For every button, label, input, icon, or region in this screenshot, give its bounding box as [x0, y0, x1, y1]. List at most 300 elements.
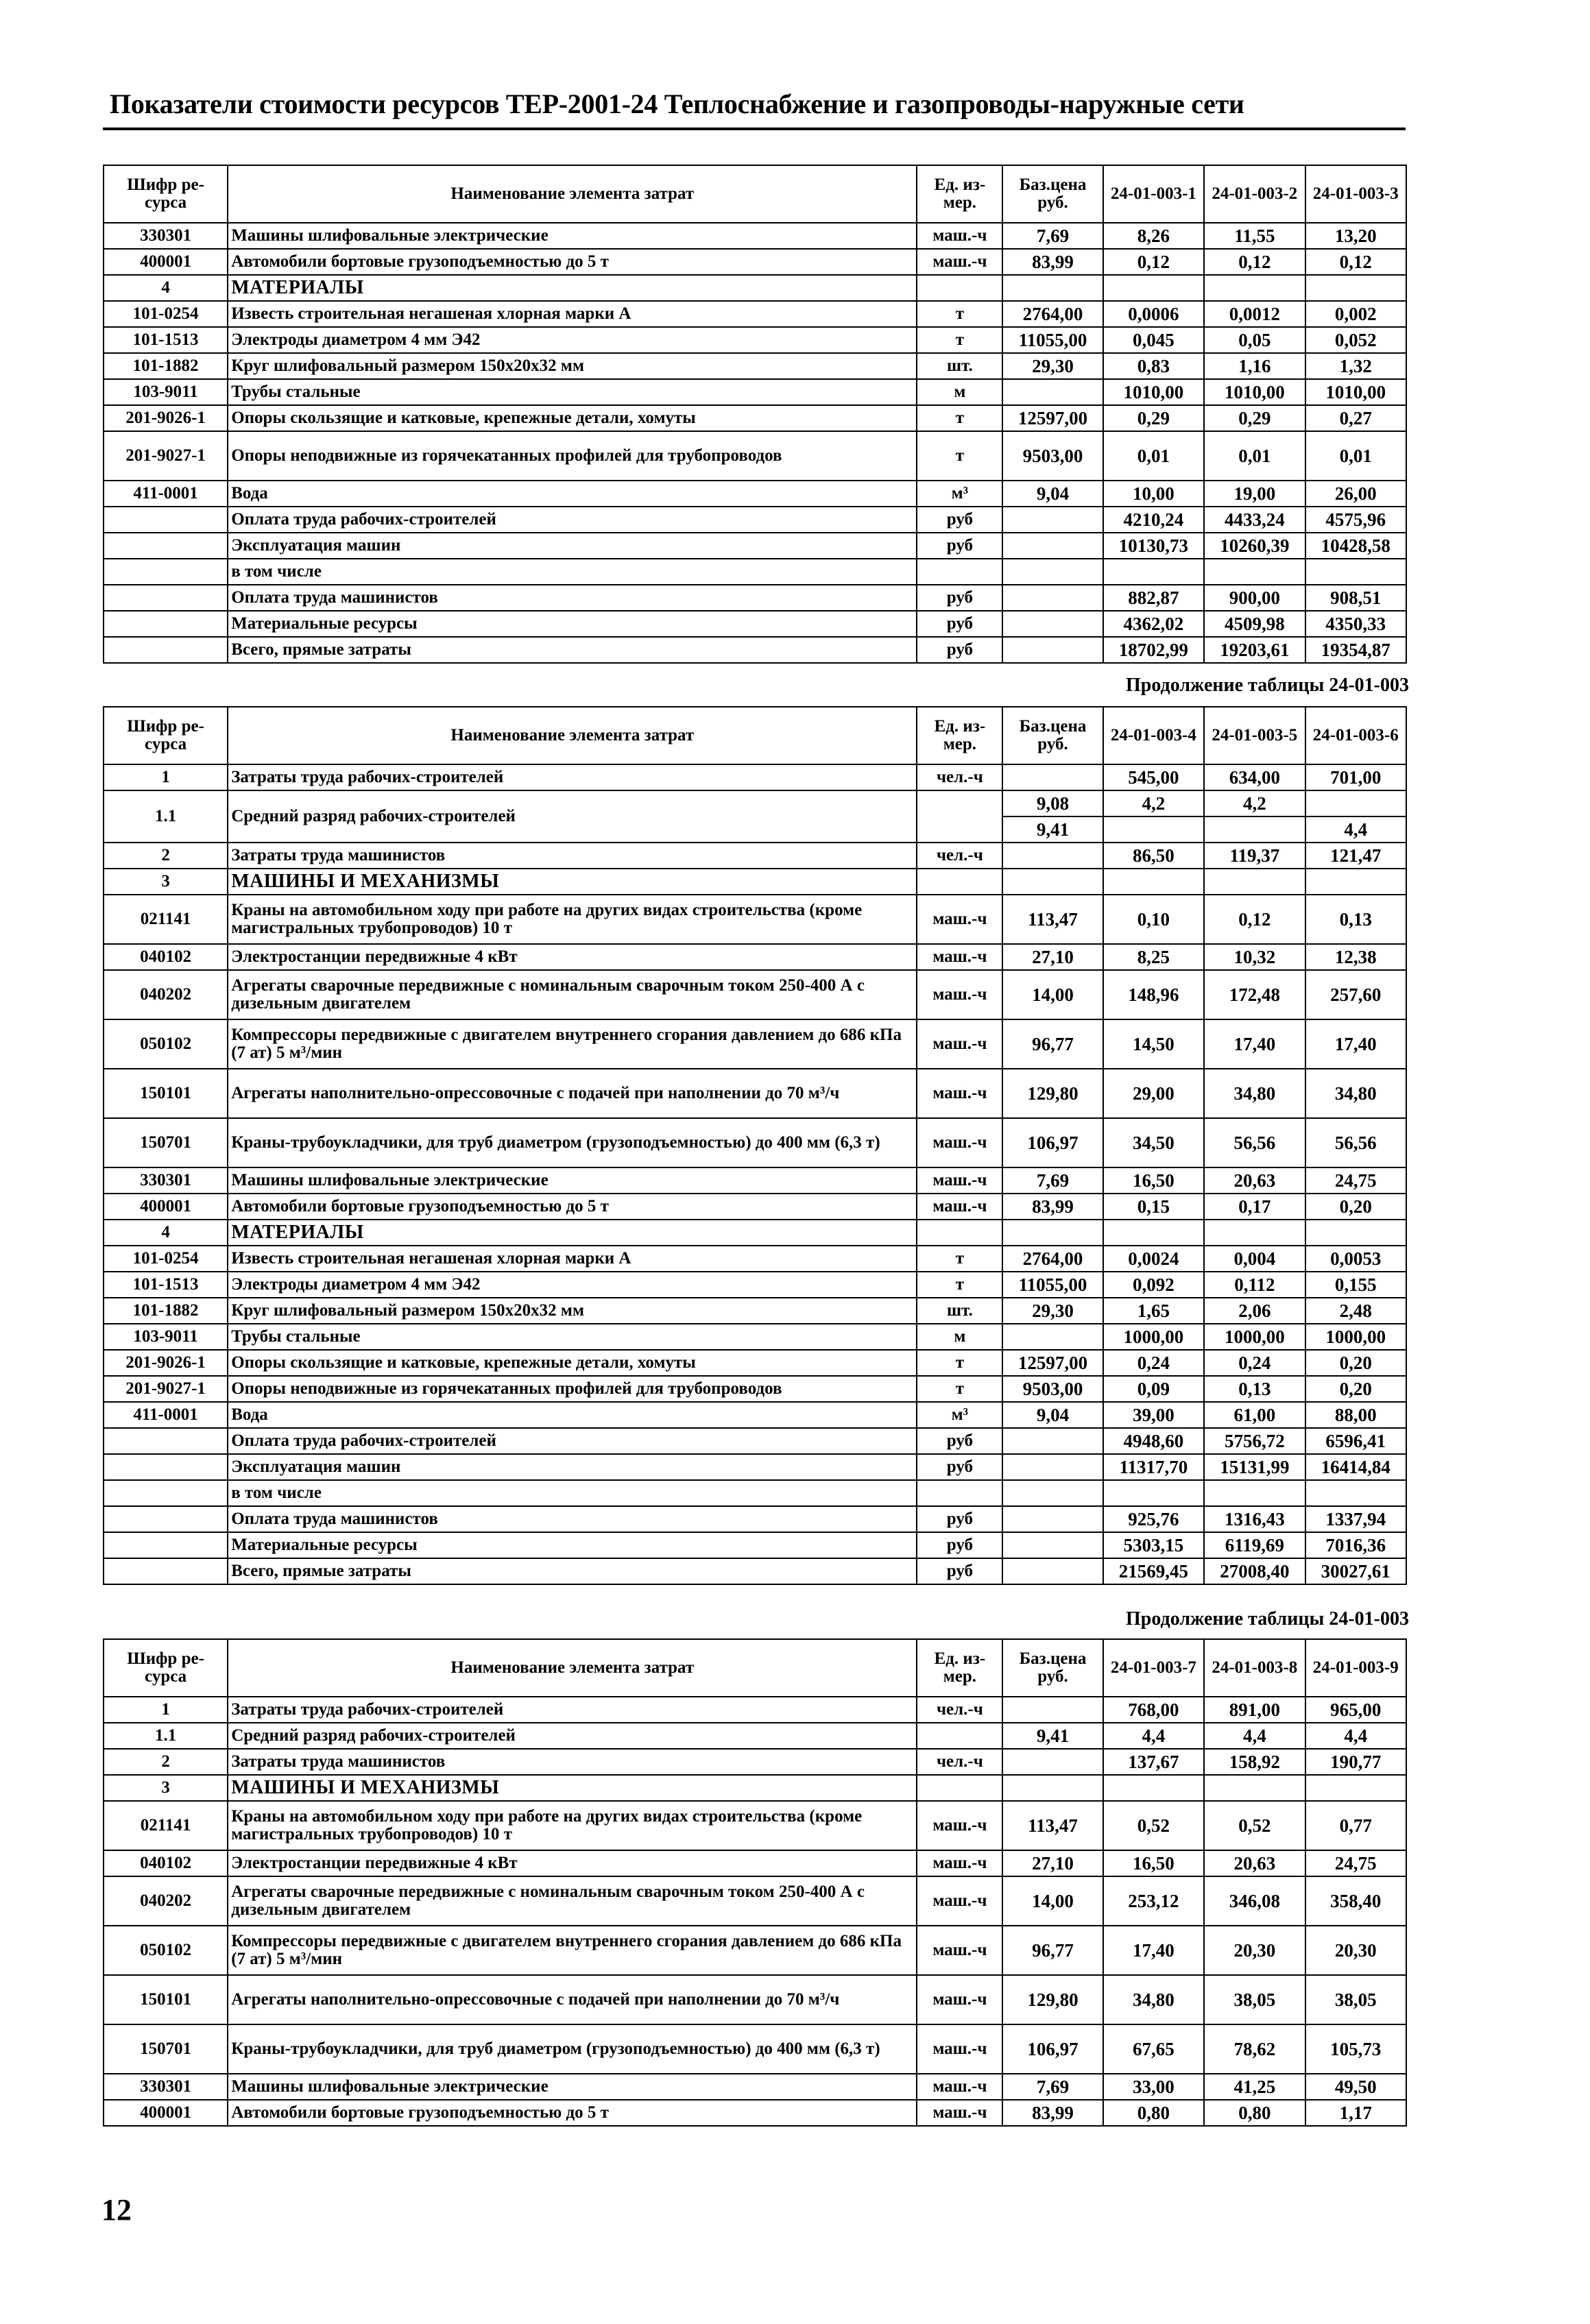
base-price: 9,41: [1002, 1723, 1103, 1749]
rate-value: 34,80: [1103, 1975, 1204, 2024]
base-price: [1002, 1558, 1103, 1584]
unit: маш.-ч: [917, 1118, 1002, 1167]
table-row: [104, 1697, 1406, 1723]
rate-value: 0,27: [1305, 405, 1406, 431]
resource-name: Трубы стальные: [228, 1324, 917, 1350]
resource-name: Агрегаты наполнительно-опрессовочные с подачей при наполнении до 70 м³/ч: [228, 1069, 917, 1118]
rate-value: 0,17: [1204, 1194, 1305, 1220]
table-row: [104, 1298, 1406, 1324]
resource-name: Вода: [228, 1402, 917, 1428]
base-price: 2764,00: [1002, 301, 1103, 327]
resource-code: 4: [104, 275, 228, 301]
rate-value: 4948,60: [1103, 1428, 1204, 1454]
rate-value: 18702,99: [1103, 637, 1204, 663]
title-rule: [103, 128, 1406, 130]
table-row: [104, 249, 1406, 275]
rate-value: 88,00: [1305, 1402, 1406, 1428]
resource-name: Машины шлифовальные электрические: [228, 1167, 917, 1194]
table-row: [104, 764, 1406, 790]
table-row: [104, 1558, 1406, 1584]
rate-value: 0,12: [1204, 895, 1305, 944]
unit: маш.-ч: [917, 2100, 1002, 2126]
base-price: 29,30: [1002, 1298, 1103, 1324]
table-row: [104, 1428, 1406, 1454]
rate-value: [1103, 1220, 1204, 1246]
resource-name: Электроды диаметром 4 мм Э42: [228, 327, 917, 353]
rate-value: 4350,33: [1305, 611, 1406, 637]
rate-value: 121,47: [1305, 843, 1406, 869]
header-rate-column: 24-01-003-4: [1103, 707, 1204, 764]
rate-value: 0,83: [1103, 353, 1204, 379]
resource-code: 201-9026-1: [104, 1350, 228, 1376]
base-price: 106,97: [1002, 1118, 1103, 1167]
table-row: [104, 1194, 1406, 1220]
rate-value: 17,40: [1204, 1019, 1305, 1069]
rate-value: 10,00: [1103, 481, 1204, 507]
rate-value: 11317,70: [1103, 1454, 1204, 1480]
rate-value: 701,00: [1305, 764, 1406, 790]
table-row: [104, 1118, 1406, 1167]
resource-name: Затраты труда рабочих-строителей: [228, 1697, 917, 1723]
rate-value: 768,00: [1103, 1697, 1204, 1723]
rate-value: 1010,00: [1305, 379, 1406, 405]
rate-value: 0,80: [1103, 2100, 1204, 2126]
table-row: [104, 1926, 1406, 1975]
resource-name: Материальные ресурсы: [228, 611, 917, 637]
rate-value: 34,80: [1204, 1069, 1305, 1118]
rate-value: [1204, 1775, 1305, 1801]
unit: [917, 1480, 1002, 1506]
base-price: 2764,00: [1002, 1246, 1103, 1272]
rate-value: [1305, 275, 1406, 301]
resource-name: Агрегаты сварочные передвижные с номинальным сварочным током 250-400 А с дизельным двигателем: [228, 970, 917, 1019]
base-price: [1002, 275, 1103, 301]
header-name: Наименование элемента затрат: [228, 165, 917, 223]
unit: [917, 559, 1002, 585]
header-rate-column: 24-01-003-9: [1305, 1639, 1406, 1697]
unit: [917, 1723, 1002, 1749]
rate-value: 0,0012: [1204, 301, 1305, 327]
unit: маш.-ч: [917, 223, 1002, 249]
table-row: [104, 790, 1406, 816]
resource-name: Эксплуатация машин: [228, 1454, 917, 1480]
base-price: 83,99: [1002, 2100, 1103, 2126]
rate-value: 24,75: [1305, 1850, 1406, 1876]
rate-value: 0,12: [1103, 249, 1204, 275]
base-price: 27,10: [1002, 944, 1103, 970]
resource-code: 201-9027-1: [104, 1376, 228, 1402]
resource-name: Автомобили бортовые грузоподъемностью до 5 т: [228, 2100, 917, 2126]
rate-value: 20,30: [1204, 1926, 1305, 1975]
rate-value: 39,00: [1103, 1402, 1204, 1428]
base-price: 129,80: [1002, 1069, 1103, 1118]
base-price: 9503,00: [1002, 431, 1103, 481]
resource-name: Компрессоры передвижные с двигателем внутреннего сгорания давлением до 686 кПа (7 ат) 5 м³/мин: [228, 1926, 917, 1975]
base-price: 96,77: [1002, 1019, 1103, 1069]
base-price: [1002, 585, 1103, 611]
base-price: 7,69: [1002, 1167, 1103, 1194]
rate-value: 56,56: [1204, 1118, 1305, 1167]
table-row: [104, 275, 1406, 301]
table-row: [104, 559, 1406, 585]
resource-code: [104, 1506, 228, 1532]
unit: руб: [917, 637, 1002, 663]
unit: маш.-ч: [917, 2074, 1002, 2100]
rate-value: 4,2: [1103, 790, 1204, 816]
rate-value: 7016,36: [1305, 1532, 1406, 1558]
base-price: 9,08: [1002, 790, 1103, 816]
rate-value: 634,00: [1204, 764, 1305, 790]
rate-value: [1204, 559, 1305, 585]
rate-value: [1305, 790, 1406, 816]
resource-code: 3: [104, 869, 228, 895]
resource-table: [103, 706, 1407, 1585]
rate-value: 0,20: [1305, 1376, 1406, 1402]
base-price: [1002, 1697, 1103, 1723]
unit: руб: [917, 1428, 1002, 1454]
table-row: [104, 301, 1406, 327]
base-price: 11055,00: [1002, 327, 1103, 353]
rate-value: 1337,94: [1305, 1506, 1406, 1532]
header-rate-column: 24-01-003-2: [1204, 165, 1305, 223]
rate-value: 0,15: [1103, 1194, 1204, 1220]
unit: т: [917, 327, 1002, 353]
rate-value: 4,4: [1204, 1723, 1305, 1749]
resource-name: Затраты труда рабочих-строителей: [228, 764, 917, 790]
unit: [917, 275, 1002, 301]
base-price: [1002, 1480, 1103, 1506]
rate-value: 34,80: [1305, 1069, 1406, 1118]
resource-code: 1: [104, 764, 228, 790]
table-row: [104, 2074, 1406, 2100]
resource-name: Оплата труда машинистов: [228, 585, 917, 611]
table-row: [104, 379, 1406, 405]
rate-value: 6596,41: [1305, 1428, 1406, 1454]
base-price: [1002, 1749, 1103, 1775]
continuation-note: Продолжение таблицы 24-01-003: [1126, 1608, 1409, 1630]
table-row: [104, 1975, 1406, 2024]
resource-code: 101-1882: [104, 1298, 228, 1324]
resource-name: в том числе: [228, 559, 917, 585]
unit: руб: [917, 1532, 1002, 1558]
rate-value: 0,0006: [1103, 301, 1204, 327]
rate-value: 11,55: [1204, 223, 1305, 249]
resource-name: Средний разряд рабочих-строителей: [228, 790, 917, 843]
resource-code: 411-0001: [104, 481, 228, 507]
rate-value: 20,30: [1305, 1926, 1406, 1975]
base-price: [1002, 533, 1103, 559]
resource-name: Краны-трубоукладчики, для труб диаметром (грузоподъемностью) до 400 мм (6,3 т): [228, 2024, 917, 2074]
resource-code: 021141: [104, 895, 228, 944]
resource-code: 101-1882: [104, 353, 228, 379]
base-price: 113,47: [1002, 895, 1103, 944]
rate-value: 0,112: [1204, 1272, 1305, 1298]
resource-code: 101-0254: [104, 1246, 228, 1272]
table-row: [104, 1350, 1406, 1376]
resource-name: Опоры скользящие и катковые, крепежные детали, хомуты: [228, 405, 917, 431]
rate-value: 0,01: [1103, 431, 1204, 481]
rate-value: 190,77: [1305, 1749, 1406, 1775]
base-price: [1002, 1454, 1103, 1480]
resource-code: 1.1: [104, 1723, 228, 1749]
resource-code: [104, 1454, 228, 1480]
rate-value: 4509,98: [1204, 611, 1305, 637]
resource-name: Электростанции передвижные 4 кВт: [228, 1850, 917, 1876]
resource-code: [104, 533, 228, 559]
unit: маш.-ч: [917, 1975, 1002, 2024]
rate-value: [1204, 1480, 1305, 1506]
header-rate-column: 24-01-003-6: [1305, 707, 1406, 764]
rate-value: 27008,40: [1204, 1558, 1305, 1584]
resource-name: Средний разряд рабочих-строителей: [228, 1723, 917, 1749]
resource-code: 400001: [104, 1194, 228, 1220]
table-row: [104, 585, 1406, 611]
resource-table: [103, 165, 1407, 664]
rate-value: 0,24: [1103, 1350, 1204, 1376]
rate-value: 34,50: [1103, 1118, 1204, 1167]
resource-code: 050102: [104, 1019, 228, 1069]
rate-value: 0,29: [1103, 405, 1204, 431]
table-row: [104, 431, 1406, 481]
resource-code: 1: [104, 1697, 228, 1723]
rate-value: [1204, 816, 1305, 843]
resource-name: Оплата труда рабочих-строителей: [228, 1428, 917, 1454]
rate-value: 172,48: [1204, 970, 1305, 1019]
resource-name: Агрегаты наполнительно-опрессовочные с подачей при наполнении до 70 м³/ч: [228, 1975, 917, 2024]
rate-value: 67,65: [1103, 2024, 1204, 2074]
base-price: 7,69: [1002, 223, 1103, 249]
unit: т: [917, 405, 1002, 431]
header-unit: Ед. из-мер.: [917, 165, 1002, 223]
rate-value: 1,17: [1305, 2100, 1406, 2126]
rate-value: [1103, 559, 1204, 585]
resource-code: [104, 637, 228, 663]
table-row: [104, 1272, 1406, 1298]
rate-value: 16414,84: [1305, 1454, 1406, 1480]
table-row: [104, 1324, 1406, 1350]
unit: чел.-ч: [917, 843, 1002, 869]
base-price: 7,69: [1002, 2074, 1103, 2100]
resource-code: 101-1513: [104, 1272, 228, 1298]
rate-value: 5756,72: [1204, 1428, 1305, 1454]
resource-code: 201-9027-1: [104, 431, 228, 481]
rate-value: 0,155: [1305, 1272, 1406, 1298]
unit: [917, 1220, 1002, 1246]
base-price: 9503,00: [1002, 1376, 1103, 1402]
section-heading: МАШИНЫ И МЕХАНИЗМЫ: [228, 869, 917, 895]
resource-name: Автомобили бортовые грузоподъемностью до 5 т: [228, 249, 917, 275]
rate-value: 1,32: [1305, 353, 1406, 379]
table-row: [104, 2024, 1406, 2074]
resource-code: [104, 1480, 228, 1506]
header-rate-column: 24-01-003-7: [1103, 1639, 1204, 1697]
table-row: [104, 895, 1406, 944]
unit: руб: [917, 507, 1002, 533]
rate-value: 19203,61: [1204, 637, 1305, 663]
resource-code: 040202: [104, 1876, 228, 1926]
header-code: Шифр ре-сурса: [104, 1639, 228, 1697]
resource-name: Всего, прямые затраты: [228, 637, 917, 663]
rate-value: 1,65: [1103, 1298, 1204, 1324]
rate-value: 1,16: [1204, 353, 1305, 379]
base-price: [1002, 1532, 1103, 1558]
rate-value: 0,12: [1305, 249, 1406, 275]
rate-value: 10428,58: [1305, 533, 1406, 559]
base-price: 129,80: [1002, 1975, 1103, 2024]
resource-code: 3: [104, 1775, 228, 1801]
rate-value: 0,09: [1103, 1376, 1204, 1402]
resource-code: 101-0254: [104, 301, 228, 327]
rate-value: 0,77: [1305, 1801, 1406, 1850]
resource-code: [104, 1532, 228, 1558]
resource-name: Краны на автомобильном ходу при работе на других видах строительства (кроме магистральных трубопроводов) 10 т: [228, 1801, 917, 1850]
rate-value: 4210,24: [1103, 507, 1204, 533]
resource-code: [104, 559, 228, 585]
table-row: [104, 1220, 1406, 1246]
resource-name: Электроды диаметром 4 мм Э42: [228, 1272, 917, 1298]
rate-value: 1010,00: [1103, 379, 1204, 405]
rate-value: 61,00: [1204, 1402, 1305, 1428]
resource-code: 201-9026-1: [104, 405, 228, 431]
unit: руб: [917, 1454, 1002, 1480]
table-row: [104, 1454, 1406, 1480]
base-price: 9,04: [1002, 1402, 1103, 1428]
resource-code: 040102: [104, 944, 228, 970]
table-row: [104, 611, 1406, 637]
unit: [917, 1775, 1002, 1801]
resource-code: 2: [104, 843, 228, 869]
rate-value: 24,75: [1305, 1167, 1406, 1194]
rate-value: 0,13: [1204, 1376, 1305, 1402]
table-row: [104, 843, 1406, 869]
rate-value: 253,12: [1103, 1876, 1204, 1926]
unit: шт.: [917, 353, 1002, 379]
resource-code: 040202: [104, 970, 228, 1019]
resource-code: 4: [104, 1220, 228, 1246]
unit: маш.-ч: [917, 1801, 1002, 1850]
unit: маш.-ч: [917, 1926, 1002, 1975]
base-price: [1002, 869, 1103, 895]
rate-value: 1010,00: [1204, 379, 1305, 405]
rate-value: 0,13: [1305, 895, 1406, 944]
table-row: [104, 1376, 1406, 1402]
rate-value: [1305, 1480, 1406, 1506]
rate-value: 545,00: [1103, 764, 1204, 790]
unit: [917, 790, 1002, 843]
page-title: Показатели стоимости ресурсов ТЕР-2001-24 Теплоснабжение и газопроводы-наружные сети: [110, 88, 1244, 119]
rate-value: 105,73: [1305, 2024, 1406, 2074]
unit: т: [917, 1350, 1002, 1376]
resource-name: Автомобили бортовые грузоподъемностью до 5 т: [228, 1194, 917, 1220]
section-heading: МАШИНЫ И МЕХАНИЗМЫ: [228, 1775, 917, 1801]
table-row: [104, 353, 1406, 379]
table-row: [104, 1246, 1406, 1272]
rate-value: 4362,02: [1103, 611, 1204, 637]
rate-value: 12,38: [1305, 944, 1406, 970]
base-price: 9,04: [1002, 481, 1103, 507]
unit: [917, 869, 1002, 895]
unit: маш.-ч: [917, 944, 1002, 970]
base-price: [1002, 379, 1103, 405]
unit: руб: [917, 611, 1002, 637]
base-price: 83,99: [1002, 249, 1103, 275]
resource-name: Всего, прямые затраты: [228, 1558, 917, 1584]
rate-value: 5303,15: [1103, 1532, 1204, 1558]
rate-value: 0,002: [1305, 301, 1406, 327]
table-row: [104, 1506, 1406, 1532]
rate-value: [1305, 1775, 1406, 1801]
base-price: [1002, 507, 1103, 533]
rate-value: 10260,39: [1204, 533, 1305, 559]
rate-value: [1103, 869, 1204, 895]
rate-value: 0,01: [1305, 431, 1406, 481]
rate-value: 0,52: [1103, 1801, 1204, 1850]
rate-value: 882,87: [1103, 585, 1204, 611]
section-heading: МАТЕРИАЛЫ: [228, 275, 917, 301]
base-price: [1002, 843, 1103, 869]
table-row: [104, 869, 1406, 895]
rate-value: [1204, 275, 1305, 301]
rate-value: 17,40: [1103, 1926, 1204, 1975]
table-row: [104, 1876, 1406, 1926]
resource-code: 103-9011: [104, 379, 228, 405]
resource-code: 411-0001: [104, 1402, 228, 1428]
resource-name: Опоры неподвижные из горячекатанных профилей для трубопроводов: [228, 1376, 917, 1402]
table-row: [104, 481, 1406, 507]
table-row: [104, 1069, 1406, 1118]
rate-value: 0,004: [1204, 1246, 1305, 1272]
base-price: [1002, 1220, 1103, 1246]
rate-value: 4,4: [1305, 816, 1406, 843]
rate-value: 19,00: [1204, 481, 1305, 507]
rate-value: 4,2: [1204, 790, 1305, 816]
unit: маш.-ч: [917, 895, 1002, 944]
rate-value: 6119,69: [1204, 1532, 1305, 1558]
resource-name: Краны на автомобильном ходу при работе на других видах строительства (кроме магистральных трубопроводов) 10 т: [228, 895, 917, 944]
rate-value: 0,052: [1305, 327, 1406, 353]
base-price: [1002, 1506, 1103, 1532]
table-row: [104, 1167, 1406, 1194]
header-code: Шифр ре-сурса: [104, 165, 228, 223]
rate-value: 16,50: [1103, 1167, 1204, 1194]
header-code: Шифр ре-сурса: [104, 707, 228, 764]
table-row: [104, 1850, 1406, 1876]
table-row: [104, 507, 1406, 533]
rate-value: 257,60: [1305, 970, 1406, 1019]
base-price: 113,47: [1002, 1801, 1103, 1850]
header-price: Баз.цена руб.: [1002, 1639, 1103, 1697]
base-price: 29,30: [1002, 353, 1103, 379]
resource-code: 150701: [104, 1118, 228, 1167]
resource-table: [103, 1638, 1407, 2127]
rate-value: 4,4: [1305, 1723, 1406, 1749]
resource-name: Компрессоры передвижные с двигателем внутреннего сгорания давлением до 686 кПа (7 ат) 5 м³/мин: [228, 1019, 917, 1069]
rate-value: [1103, 275, 1204, 301]
header-rate-column: 24-01-003-1: [1103, 165, 1204, 223]
unit: маш.-ч: [917, 1167, 1002, 1194]
base-price: 9,41: [1002, 816, 1103, 843]
base-price: 27,10: [1002, 1850, 1103, 1876]
base-price: 106,97: [1002, 2024, 1103, 2074]
rate-value: 0,80: [1204, 2100, 1305, 2126]
base-price: 12597,00: [1002, 405, 1103, 431]
table-row: [104, 2100, 1406, 2126]
unit: т: [917, 1246, 1002, 1272]
rate-value: 0,10: [1103, 895, 1204, 944]
resource-code: 103-9011: [104, 1324, 228, 1350]
rate-value: 13,20: [1305, 223, 1406, 249]
rate-value: [1305, 869, 1406, 895]
